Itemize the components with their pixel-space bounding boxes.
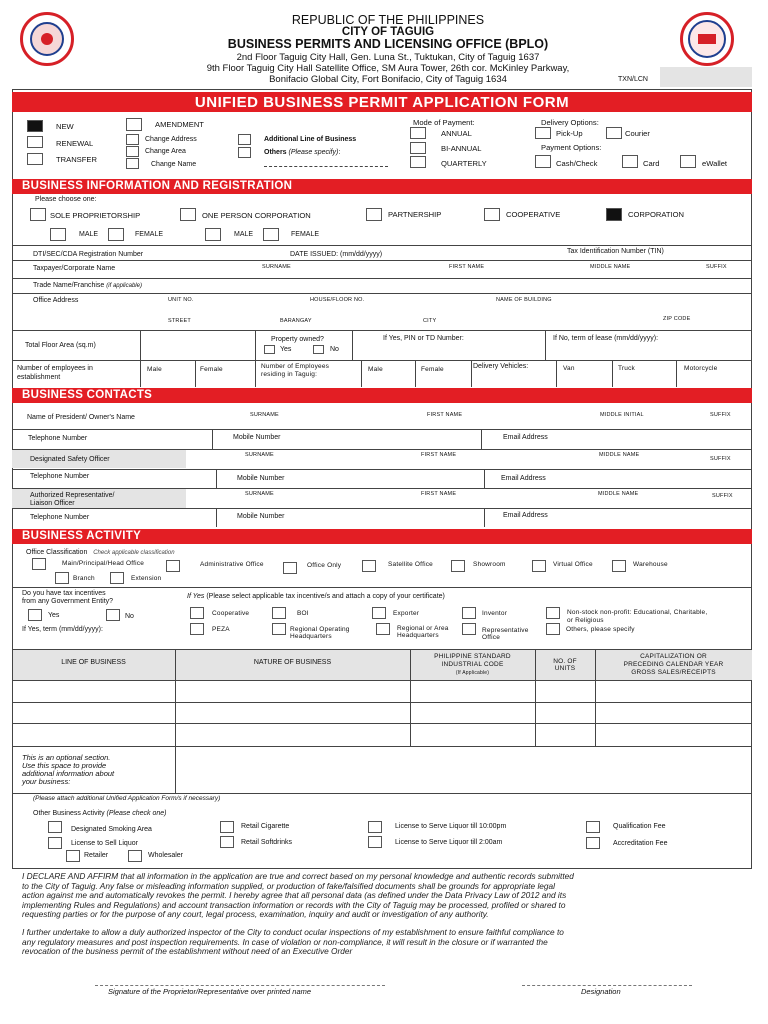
designation-label: Designation	[581, 987, 621, 996]
partnership-label: PARTNERSHIP	[388, 210, 442, 219]
form-title: UNIFIED BUSINESS PERMIT APPLICATION FORM	[12, 92, 752, 112]
ar-first: FIRST NAME	[421, 491, 457, 497]
other-activity-text: Other Business Activity	[33, 810, 105, 817]
so-middle: MIDDLE NAME	[599, 452, 640, 458]
transfer-label: TRANSFER	[56, 155, 97, 164]
showroom-label: Showroom	[473, 561, 506, 568]
sole-male-checkbox[interactable]	[50, 228, 66, 241]
col-units-2: UNITS	[554, 665, 576, 672]
addr-bldg: NAME OF BUILDING	[496, 297, 552, 303]
showroom-checkbox[interactable]	[451, 560, 465, 572]
incentive-question: Do you have tax incentives	[22, 590, 106, 597]
header-address-3: Bonifacio Global City, Fort Bonifacio, City of Taguig 1634	[269, 74, 507, 85]
optional-3: additional information about	[22, 769, 115, 778]
annual-label: ANNUAL	[441, 129, 472, 138]
opc-female-label: FEMALE	[291, 231, 320, 238]
incentive-yes-checkbox[interactable]	[28, 609, 42, 621]
declaration	[22, 872, 762, 957]
floor-area-label: Total Floor Area (sq.m)	[25, 342, 96, 349]
ar-email-label: Email Address	[503, 512, 548, 519]
satellite-office-label: Satellite Office	[388, 561, 433, 568]
biannual-checkbox[interactable]	[410, 142, 426, 154]
softdrinks-checkbox[interactable]	[220, 836, 234, 848]
pres-surname: SURNAME	[250, 412, 279, 418]
if-yes-text: If Yes	[187, 593, 205, 600]
other-activity-label	[33, 810, 166, 817]
moto-label: Motorcycle	[684, 365, 718, 372]
pres-suffix: SUFFIX	[710, 412, 731, 418]
lease-label: If No, term of lease (mm/dd/yyyy):	[553, 335, 659, 342]
courier-label: Courier	[625, 129, 650, 138]
renewal-checkbox[interactable]	[27, 136, 43, 148]
card-label: Card	[643, 159, 660, 168]
section-business-activity: BUSINESS ACTIVITY	[12, 529, 752, 544]
quarterly-label: QUARTERLY	[441, 159, 487, 168]
pin-label: If Yes, PIN or TD Number:	[383, 335, 464, 342]
sole-male-label: MALE	[79, 231, 99, 238]
payment-mode-label: Mode of Payment:	[413, 118, 475, 127]
retailer-label: Retailer	[84, 852, 109, 859]
biannual-label: BI-ANNUAL	[441, 144, 482, 153]
amendment-label: AMENDMENT	[155, 120, 204, 129]
virtual-office-checkbox[interactable]	[532, 560, 546, 572]
decl-p2-2: any regulatory measures and post inspection requirements. In case of violation or non-compliance, it will result in the closure or if warranted the	[22, 936, 548, 947]
inc-rohq-label-2: Headquarters	[290, 633, 332, 640]
sole-prop-checkbox[interactable]	[30, 208, 46, 221]
liquor-10pm-checkbox[interactable]	[368, 821, 382, 833]
pres-tel-label: Telephone Number	[28, 435, 88, 442]
col-psic-3: (If Applicable)	[455, 670, 490, 676]
others-label	[264, 149, 340, 156]
wholesaler-checkbox[interactable]	[128, 850, 142, 862]
check-applicable: Check applicable classification	[93, 550, 175, 556]
truck-label: Truck	[618, 365, 636, 372]
amendment-checkbox[interactable]	[126, 118, 142, 131]
signature-line[interactable]	[95, 985, 385, 986]
decl-p2-3: revocation of the business permit of the establishment without need of an Executive Order	[22, 946, 353, 957]
inc-inventor-label: Inventor	[482, 610, 508, 617]
cash-label: Cash/Check	[556, 159, 598, 168]
tp-suffix: SUFFIX	[706, 264, 727, 270]
inc-coop-checkbox[interactable]	[190, 607, 204, 619]
property-yes-label: Yes	[280, 346, 292, 353]
liquor-checkbox[interactable]	[48, 837, 62, 849]
softdrinks-label: Retail Softdrinks	[241, 839, 292, 846]
optional-textarea[interactable]	[176, 747, 751, 792]
inc-rep-checkbox[interactable]	[462, 623, 476, 635]
pickup-checkbox[interactable]	[535, 127, 551, 139]
liaison-label: Liaison Officer	[30, 500, 75, 507]
employees-label: Number of employees in establishment	[17, 365, 93, 381]
ar-tel-label: Telephone Number	[30, 514, 90, 521]
inc-inventor-checkbox[interactable]	[462, 607, 476, 619]
inc-peza-label: PEZA	[212, 626, 230, 633]
res-male-label: Male	[368, 366, 383, 373]
change-area-label: Change Area	[145, 148, 186, 155]
inc-nonstock-checkbox[interactable]	[546, 607, 560, 619]
residing-label: Number of Employees residing in Taguig:	[261, 363, 330, 378]
cooperative-label: COOPERATIVE	[506, 210, 561, 219]
decl-p2-1: I further undertake to allow a duly authorized inspector of the City to conduct ocular inspections of my establishment to ensure faithful compliance to	[22, 926, 564, 937]
pickup-label: Pick-Up	[556, 129, 583, 138]
optional-4: your business:	[22, 777, 71, 786]
property-no-checkbox[interactable]	[313, 345, 324, 354]
other-activity-hint: (Please check one)	[106, 810, 167, 817]
inc-rep-label-2: Office	[482, 634, 501, 641]
incentive-no-checkbox[interactable]	[106, 609, 120, 621]
inc-rohq-label: Regional Operating	[290, 626, 350, 633]
cigarette-checkbox[interactable]	[220, 821, 234, 833]
others-label-text: Others	[264, 149, 287, 156]
tin-label: Tax Identification Number (TIN)	[567, 248, 664, 255]
others-hint: (Please specify)	[288, 149, 339, 156]
inc-boi-checkbox[interactable]	[272, 607, 286, 619]
delivery-options-label: Delivery Options:	[541, 118, 599, 127]
emp-female-label: Female	[200, 366, 223, 373]
date-issued-label: DATE ISSUED: (mm/dd/yyyy)	[290, 251, 383, 258]
choose-one-label: Please choose one:	[35, 196, 97, 203]
qualification-checkbox[interactable]	[586, 821, 600, 833]
annual-checkbox[interactable]	[410, 127, 426, 139]
change-area-checkbox[interactable]	[126, 146, 139, 157]
trade-name-text: Trade Name/Franchise	[33, 282, 105, 289]
others-colon: :	[338, 149, 341, 156]
col-units: NO. OF	[553, 658, 577, 665]
so-mobile-label: Mobile Number	[237, 475, 285, 482]
inc-rhq-checkbox[interactable]	[376, 623, 390, 635]
admin-office-label: Administrative Office	[200, 561, 264, 568]
others-specify-line[interactable]	[264, 166, 388, 167]
change-address-label: Change Address	[145, 136, 197, 143]
liquor-10pm-label: License to Serve Liquor till 10:00pm	[395, 823, 507, 830]
incentive-note-text: (Please select applicable tax incentive/s and attach a copy of your certificate)	[206, 593, 445, 600]
office-only-label: Office Only	[307, 562, 342, 569]
extension-checkbox[interactable]	[110, 572, 124, 584]
decl-p1-2: to the City of Taguig. Any false or misleading information supplied, or production of fake/falsified documents shall be grounds for appropriate legal	[22, 880, 555, 891]
dti-label: DTI/SEC/CDA Registration Number	[33, 251, 144, 258]
pres-first: FIRST NAME	[427, 412, 463, 418]
header-city: CITY OF TAGUIG	[341, 26, 435, 38]
opc-checkbox[interactable]	[180, 208, 196, 221]
change-address-checkbox[interactable]	[126, 134, 139, 145]
incentive-no-label: No	[125, 613, 134, 620]
inc-peza-checkbox[interactable]	[190, 623, 204, 635]
opc-male-checkbox[interactable]	[205, 228, 221, 241]
ewallet-label: eWallet	[702, 159, 728, 168]
header-address-1: 2nd Floor Taguig City Hall, Gen. Luna St., Tuktukan, City of Taguig 1637	[236, 52, 540, 63]
header-office: BUSINESS PERMITS AND LICENSING OFFICE (BPLO)	[227, 37, 549, 51]
so-suffix: SUFFIX	[710, 456, 731, 462]
retailer-checkbox[interactable]	[66, 850, 80, 862]
accreditation-checkbox[interactable]	[586, 837, 600, 849]
inc-others-label: Others, please specify	[566, 626, 635, 633]
inc-boi-label: BOI	[297, 610, 309, 617]
section-business-contacts: BUSINESS CONTACTS	[12, 388, 752, 403]
liquor-2am-label: License to Serve Liquor till 2:00am	[395, 839, 503, 846]
col-nature-of-business: NATURE OF BUSINESS	[253, 659, 332, 666]
emp-male-label: Male	[147, 366, 162, 373]
sole-prop-label: SOLE PROPRIETORSHIP	[50, 211, 141, 220]
inc-rhq-label-2: Headquarters	[397, 632, 439, 639]
office-class-text: Office Classification	[26, 549, 88, 556]
addr-zip: ZIP CODE	[663, 316, 691, 322]
inc-nonstock-label: Non-stock non-profit: Educational, Charitable,	[567, 609, 708, 616]
addr-street: STREET	[168, 318, 191, 324]
ar-middle: MIDDLE NAME	[598, 491, 639, 497]
incentive-yes-label: Yes	[48, 612, 60, 619]
table-row[interactable]	[12, 702, 752, 703]
inc-nonstock-label-2: or Religious	[567, 617, 604, 624]
optional-2: Use this space to provide	[22, 761, 107, 770]
section-business-info: BUSINESS INFORMATION AND REGISTRATION	[12, 179, 752, 194]
property-no-label: No	[330, 346, 339, 353]
office-only-checkbox[interactable]	[283, 562, 297, 574]
change-name-checkbox[interactable]	[126, 158, 139, 169]
liquor-2am-checkbox[interactable]	[368, 836, 382, 848]
cooperative-checkbox[interactable]	[484, 208, 500, 221]
payment-options-label: Payment Options:	[541, 143, 602, 152]
col-psic-2: INDUSTRIAL CODE	[441, 661, 504, 668]
incentive-question-2: from any Government Entity?	[22, 598, 114, 605]
courier-checkbox[interactable]	[606, 127, 622, 139]
additional-line-checkbox[interactable]	[238, 134, 251, 145]
table-row[interactable]	[12, 723, 752, 724]
office-address-label: Office Address	[33, 297, 79, 304]
smoking-checkbox[interactable]	[48, 821, 62, 833]
so-first: FIRST NAME	[421, 452, 457, 458]
ar-surname: SURNAME	[245, 491, 274, 497]
decl-p1-3: action against me and automatically revokes the permit. I hereby agree that all personal data (as defined under the Data Privacy Law of 2012 and its	[22, 890, 567, 901]
incentive-note	[187, 593, 445, 600]
col-capital: CAPITALIZATION OR	[640, 653, 707, 660]
so-surname: SURNAME	[245, 452, 274, 458]
additional-line-label: Additional Line of Business	[264, 136, 357, 143]
renewal-label: RENEWAL	[56, 139, 94, 148]
change-name-label: Change Name	[151, 161, 197, 168]
taxpayer-label: Taxpayer/Corporate Name	[33, 265, 116, 272]
inc-rhq-label: Regional or Area	[397, 625, 449, 632]
qualification-label: Qualification Fee	[613, 823, 666, 830]
branch-checkbox[interactable]	[55, 572, 69, 584]
corporation-checkbox[interactable]	[606, 208, 622, 221]
addr-barangay: BARANGAY	[280, 318, 312, 324]
col-capital-2: PRECEDING CALENDAR YEAR	[623, 661, 724, 668]
president-label: Name of President/ Owner's Name	[27, 414, 135, 421]
incentive-term-label: If Yes, term (mm/dd/yyyy):	[22, 626, 103, 633]
header-republic: REPUBLIC OF THE PHILIPPINES	[291, 13, 485, 27]
pres-email-label: Email Address	[503, 434, 548, 441]
ar-suffix: SUFFIX	[712, 493, 733, 499]
header-address-2: 9th Floor Taguig City Hall Satellite Office, SM Aura Tower, 26th cor. McKinley Parkway,	[206, 63, 570, 74]
tp-surname: SURNAME	[262, 264, 291, 270]
txn-input[interactable]	[660, 67, 752, 87]
inc-coop-label: Cooperative	[212, 610, 250, 617]
others-checkbox[interactable]	[238, 147, 251, 158]
decl-p1-4: implementing Rules and Regulations) and account transaction information or records with the City of Taguig may be processed, profiled or shared to	[22, 899, 566, 910]
corporation-label: CORPORATION	[628, 210, 684, 219]
ar-mobile-label: Mobile Number	[237, 513, 285, 520]
decl-p1-1: I DECLARE AND AFFIRM that all information in the application are true and correct based on my personal knowledge and authentic records submitted	[22, 871, 574, 881]
opc-female-checkbox[interactable]	[263, 228, 279, 241]
virtual-office-label: Virtual Office	[553, 561, 593, 568]
res-female-label: Female	[421, 366, 444, 373]
satellite-office-checkbox[interactable]	[362, 560, 376, 572]
van-label: Van	[563, 365, 575, 372]
attach-note: (Please attach additional Unified Application Form/s if necessary)	[33, 795, 221, 802]
inc-others-checkbox[interactable]	[546, 623, 560, 635]
decl-p1-5: requesting parties or for the purpose of any court, legal process, examination, inquiry and audit or investigation of any authority.	[22, 909, 489, 920]
admin-office-checkbox[interactable]	[166, 560, 180, 572]
smoking-label: Designated Smoking Area	[71, 826, 152, 833]
opc-male-label: MALE	[234, 231, 254, 238]
sole-female-label: FEMALE	[135, 231, 164, 238]
cigarette-label: Retail Cigarette	[241, 823, 290, 830]
tp-first: FIRST NAME	[449, 264, 485, 270]
warehouse-checkbox[interactable]	[612, 560, 626, 572]
sole-female-checkbox[interactable]	[108, 228, 124, 241]
addr-house: HOUSE/FLOOR NO.	[310, 297, 365, 303]
txn-label: TXN/LCN	[618, 76, 648, 83]
col-line-of-business: LINE OF BUSINESS	[61, 659, 126, 666]
inc-exporter-checkbox[interactable]	[372, 607, 386, 619]
opc-label: ONE PERSON CORPORATION	[202, 211, 311, 220]
optional-1: This is an optional section.	[22, 753, 111, 762]
warehouse-label: Warehouse	[633, 561, 668, 568]
property-yes-checkbox[interactable]	[264, 345, 275, 354]
inc-rohq-checkbox[interactable]	[272, 623, 286, 635]
so-email-label: Email Address	[501, 475, 546, 482]
addr-city: CITY	[423, 318, 437, 324]
safety-officer-label: Designated Safety Officer	[30, 456, 110, 463]
auth-rep-label: Authorized Representative/	[30, 492, 115, 499]
cash-checkbox[interactable]	[535, 155, 551, 168]
so-tel-label: Telephone Number	[30, 473, 90, 480]
wholesaler-label: Wholesaler	[148, 852, 184, 859]
card-checkbox[interactable]	[622, 155, 638, 168]
signature-label: Signature of the Proprietor/Representative over printed name	[108, 987, 312, 996]
main-office-checkbox[interactable]	[32, 558, 46, 570]
office-class-label	[26, 549, 175, 556]
liquor-label: License to Sell Liquor	[71, 840, 138, 847]
inc-rep-label: Representative	[482, 627, 529, 634]
accreditation-label: Accreditation Fee	[613, 840, 668, 847]
new-label: NEW	[56, 122, 74, 131]
designation-line[interactable]	[522, 985, 692, 986]
ewallet-checkbox[interactable]	[680, 155, 696, 168]
pres-mi: MIDDLE INITIAL	[600, 412, 644, 418]
transfer-checkbox[interactable]	[27, 153, 43, 165]
col-psic: PHILIPPINE STANDARD	[434, 653, 511, 660]
tp-middle: MIDDLE NAME	[590, 264, 631, 270]
trade-name-label	[33, 282, 142, 289]
col-capital-3: GROSS SALES/RECEIPTS	[631, 669, 716, 676]
inc-exporter-label: Exporter	[393, 610, 420, 617]
main-office-label: Main/Principal/Head Office	[62, 560, 145, 567]
trade-if-app: (if applicable)	[106, 283, 142, 289]
extension-label: Extension	[131, 575, 162, 582]
pres-mobile-label: Mobile Number	[233, 434, 281, 441]
property-owned-label: Property owned?	[271, 336, 324, 343]
new-checkbox[interactable]	[27, 120, 43, 132]
addr-unit: UNIT NO.	[168, 297, 194, 303]
branch-label: Branch	[73, 575, 95, 582]
delivery-vehicles-label: Delivery Vehicles:	[473, 363, 529, 370]
partnership-checkbox[interactable]	[366, 208, 382, 221]
quarterly-checkbox[interactable]	[410, 156, 426, 168]
